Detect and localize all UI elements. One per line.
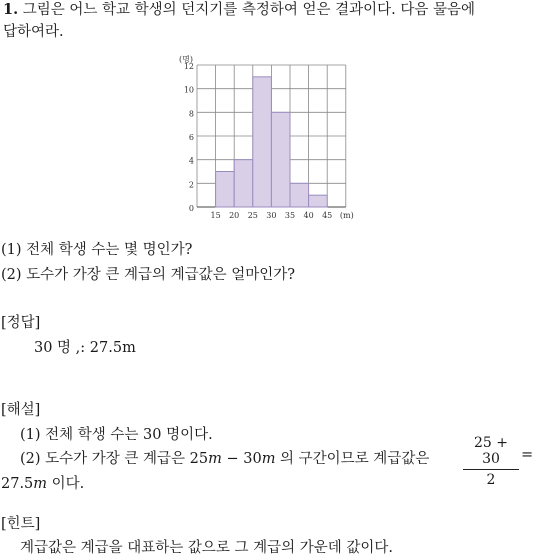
x-axis-label: (m) bbox=[339, 211, 354, 220]
histogram-bar bbox=[271, 112, 290, 207]
x-tick-label: 45 bbox=[322, 211, 333, 220]
problem-line-2: 답하여라. bbox=[3, 24, 64, 40]
class-value-fraction bbox=[463, 435, 519, 488]
fraction-bar bbox=[463, 469, 519, 470]
explanation-line-1: (1) 전체 학생 수는 30 명이다. bbox=[20, 427, 213, 443]
histogram-bar bbox=[216, 172, 235, 208]
histogram-bar bbox=[253, 77, 272, 207]
explanation-line-2 bbox=[20, 447, 429, 468]
explanation-line-2-post: 의 구간이므로 계급값은 bbox=[275, 451, 430, 467]
explanation-line-3 bbox=[1, 472, 84, 493]
histogram-bar bbox=[234, 160, 253, 207]
x-tick-label: 20 bbox=[229, 211, 240, 220]
answer-header: [정답] bbox=[1, 315, 41, 331]
unit-m-2: m bbox=[261, 451, 276, 467]
y-tick-label: 6 bbox=[188, 133, 194, 142]
equals-sign: = bbox=[521, 447, 533, 463]
x-tick-label: 25 bbox=[247, 211, 258, 220]
explanation-line-3-post: 이다. bbox=[47, 476, 85, 492]
fraction-numerator: 25 + 30 bbox=[474, 435, 508, 467]
y-tick-label: 10 bbox=[183, 85, 194, 95]
question-1: (1) 전체 학생 수는 몇 명인가? bbox=[1, 242, 193, 258]
y-tick-label: 4 bbox=[188, 156, 194, 166]
problem-number: 1. bbox=[3, 1, 19, 18]
histogram-bar bbox=[309, 195, 328, 207]
explanation-line-2-pre: (2) 도수가 가장 큰 계급은 25 bbox=[20, 451, 209, 467]
y-axis-label: (명) bbox=[179, 55, 193, 64]
y-tick-label: 0 bbox=[188, 204, 194, 213]
hint-header: [힌트] bbox=[1, 516, 41, 532]
problem-text: 그림은 어느 학교 학생의 던지기를 측정하여 얻은 결과이다. 다음 물음에 bbox=[22, 2, 476, 18]
x-tick-label: 30 bbox=[266, 211, 277, 220]
hint-text: 계급값은 계급을 대표하는 값으로 그 계급의 가운데 값이다. bbox=[20, 540, 394, 556]
unit-m-3: m bbox=[33, 476, 48, 492]
x-tick-label: 35 bbox=[284, 211, 296, 220]
x-tick-label: 40 bbox=[303, 211, 314, 220]
y-tick-label: 2 bbox=[188, 180, 194, 190]
question-2: (2) 도수가 가장 큰 계급의 계급값은 얼마인가? bbox=[1, 267, 296, 283]
histogram-chart bbox=[0, 48, 533, 223]
class-value: 27.5 bbox=[1, 476, 34, 492]
explanation-dash: − 30 bbox=[221, 451, 262, 467]
y-tick-label: 8 bbox=[188, 109, 194, 119]
problem-line-1 bbox=[3, 0, 475, 20]
unit-m-1: m bbox=[208, 451, 222, 467]
explanation-header: [해설] bbox=[1, 402, 41, 418]
y-tick-label: 12 bbox=[183, 62, 194, 71]
x-tick-label: 15 bbox=[210, 211, 221, 220]
answer-text: 30 명 ,: 27.5m bbox=[34, 340, 136, 356]
fraction-denominator: 2 bbox=[486, 472, 496, 488]
histogram-bar bbox=[290, 183, 309, 207]
